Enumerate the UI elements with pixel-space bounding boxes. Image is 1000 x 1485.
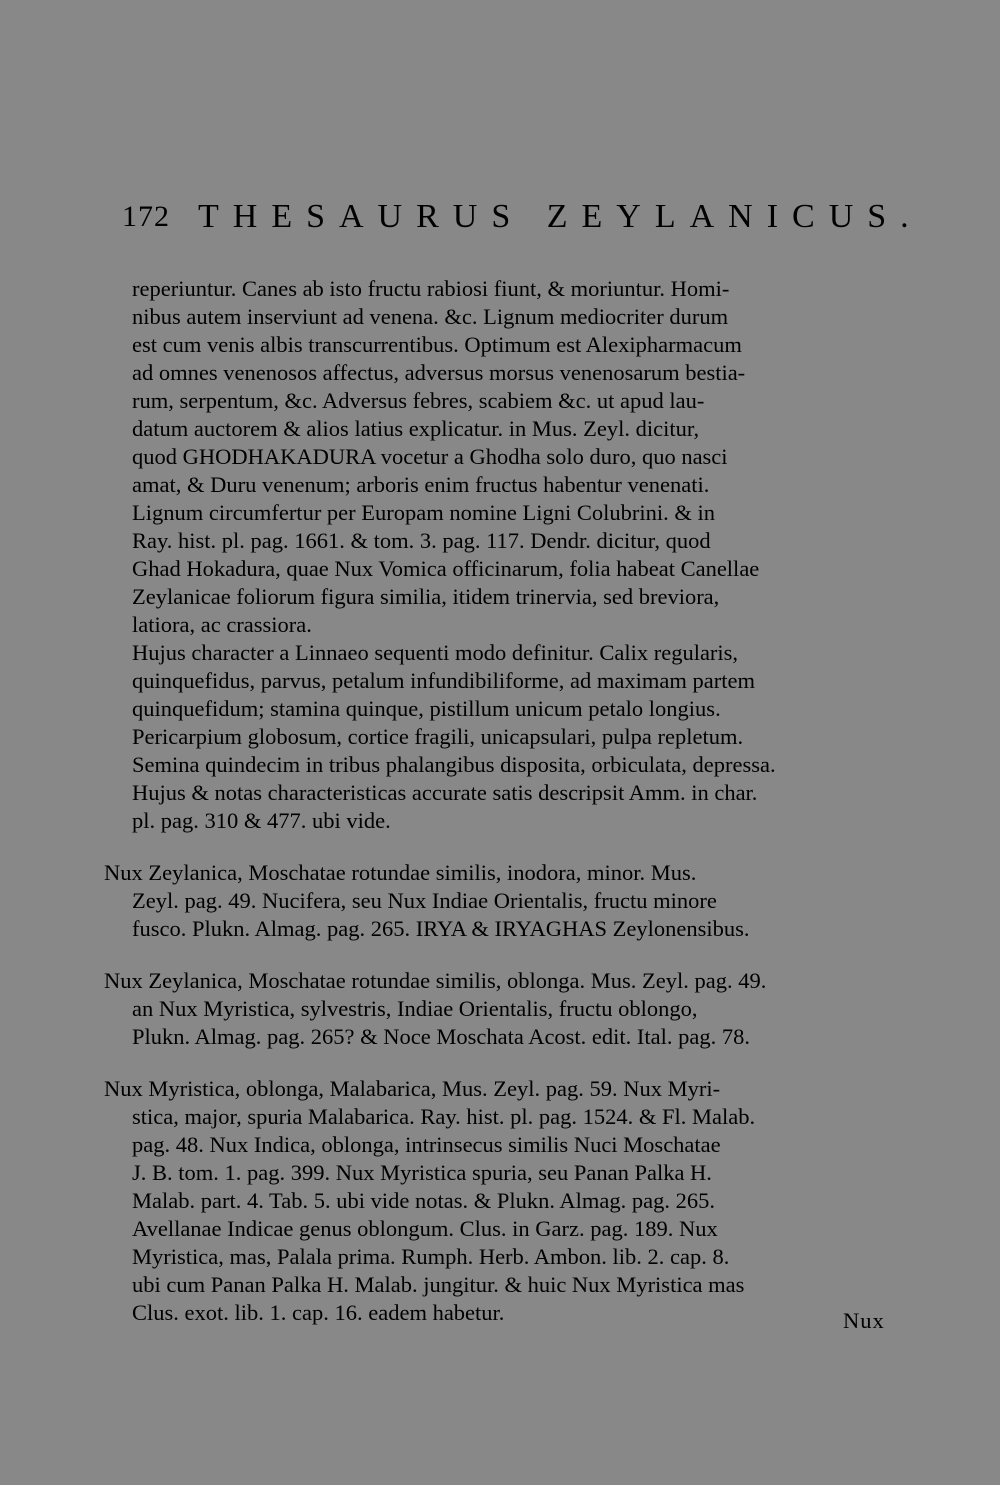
text-line: Hujus character a Linnaeo sequenti modo definitur. Calix regularis, <box>132 640 739 665</box>
text-line: est cum venis albis transcurrentibus. Optimum est Alexipharmacum <box>132 332 742 357</box>
text-line: Nux Zeylanica, Moschatae rotundae similis, inodora, minor. Mus. <box>104 860 697 885</box>
page-number: 172 <box>122 200 170 233</box>
catchword: Nux <box>843 1308 885 1333</box>
text-line: Clus. exot. lib. 1. cap. 16. eadem habetur. <box>132 1300 505 1325</box>
text-line: pag. 48. Nux Indica, oblonga, intrinsecus similis Nuci Moschatae <box>132 1132 721 1157</box>
text-line: Hujus & notas characteristicas accurate satis descripsit Amm. in char. <box>132 780 758 805</box>
text-line: J. B. tom. 1. pag. 399. Nux Myristica spuria, seu Panan Palka H. <box>132 1160 712 1185</box>
text-line: Plukn. Almag. pag. 265? & Noce Moschata Acost. edit. Ital. pag. 78. <box>132 1024 751 1049</box>
text-line: fusco. Plukn. Almag. pag. 265. IRYA & IRYAGHAS Zeylonensibus. <box>132 916 750 941</box>
text-line: an Nux Myristica, sylvestris, Indiae Orientalis, fructu oblongo, <box>132 996 698 1021</box>
text-line: Ghad Hokadura, quae Nux Vomica officinarum, folia habeat Canellae <box>132 556 760 581</box>
text-line: reperiuntur. Canes ab isto fructu rabiosi fiunt, & moriuntur. Homi- <box>132 276 730 301</box>
text-line: Pericarpium globosum, cortice fragili, unicapsulari, pulpa repletum. <box>132 724 744 749</box>
text-line: latiora, ac crassiora. <box>132 612 312 637</box>
running-head: THESAURUS ZEYLANICUS. <box>198 198 923 235</box>
text-line: datum auctorem & alios latius explicatur. in Mus. Zeyl. dicitur, <box>132 416 700 441</box>
text-line: ad omnes venenosos affectus, adversus morsus venenosarum bestia- <box>132 360 746 385</box>
text-line: Myristica, mas, Palala prima. Rumph. Herb. Ambon. lib. 2. cap. 8. <box>132 1244 730 1269</box>
text-line: ubi cum Panan Palka H. Malab. jungitur. & huic Nux Myristica mas <box>132 1272 745 1297</box>
text-line: Avellanae Indicae genus oblongum. Clus. in Garz. pag. 189. Nux <box>132 1216 718 1241</box>
text-line: quinquefidum; stamina quinque, pistillum unicum petalo longius. <box>132 696 721 721</box>
text-line: pl. pag. 310 & 477. ubi vide. <box>132 808 391 833</box>
text-line: amat, & Duru venenum; arboris enim fructus habentur venenati. <box>132 472 710 497</box>
text-line: Ray. hist. pl. pag. 1661. & tom. 3. pag. 117. Dendr. dicitur, quod <box>132 528 711 553</box>
text-line: Nux Myristica, oblonga, Malabarica, Mus. Zeyl. pag. 59. Nux Myri- <box>104 1076 721 1101</box>
text-line: rum, serpentum, &c. Adversus febres, scabiem &c. ut apud lau- <box>132 388 705 413</box>
text-line: quinquefidus, parvus, petalum infundibiliforme, ad maximam partem <box>132 668 755 693</box>
text-line: Zeylanicae foliorum figura similia, itidem trinervia, sed breviora, <box>132 584 720 609</box>
text-line: Malab. part. 4. Tab. 5. ubi vide notas. & Plukn. Almag. pag. 265. <box>132 1188 715 1213</box>
text-line: Nux Zeylanica, Moschatae rotundae similis, oblonga. Mus. Zeyl. pag. 49. <box>104 968 767 993</box>
text-line: Lignum circumfertur per Europam nomine Ligni Colubrini. & in <box>132 500 716 525</box>
text-line: Semina quindecim in tribus phalangibus disposita, orbiculata, depressa. <box>132 752 776 777</box>
text-line: quod GHODHAKADURA vocetur a Ghodha solo duro, quo nasci <box>132 444 728 469</box>
text-line: Zeyl. pag. 49. Nucifera, seu Nux Indiae Orientalis, fructu minore <box>132 888 717 913</box>
text-line: stica, major, spuria Malabarica. Ray. hist. pl. pag. 1524. & Fl. Malab. <box>132 1104 756 1129</box>
text-line: nibus autem inserviunt ad venena. &c. Lignum mediocriter durum <box>132 304 729 329</box>
